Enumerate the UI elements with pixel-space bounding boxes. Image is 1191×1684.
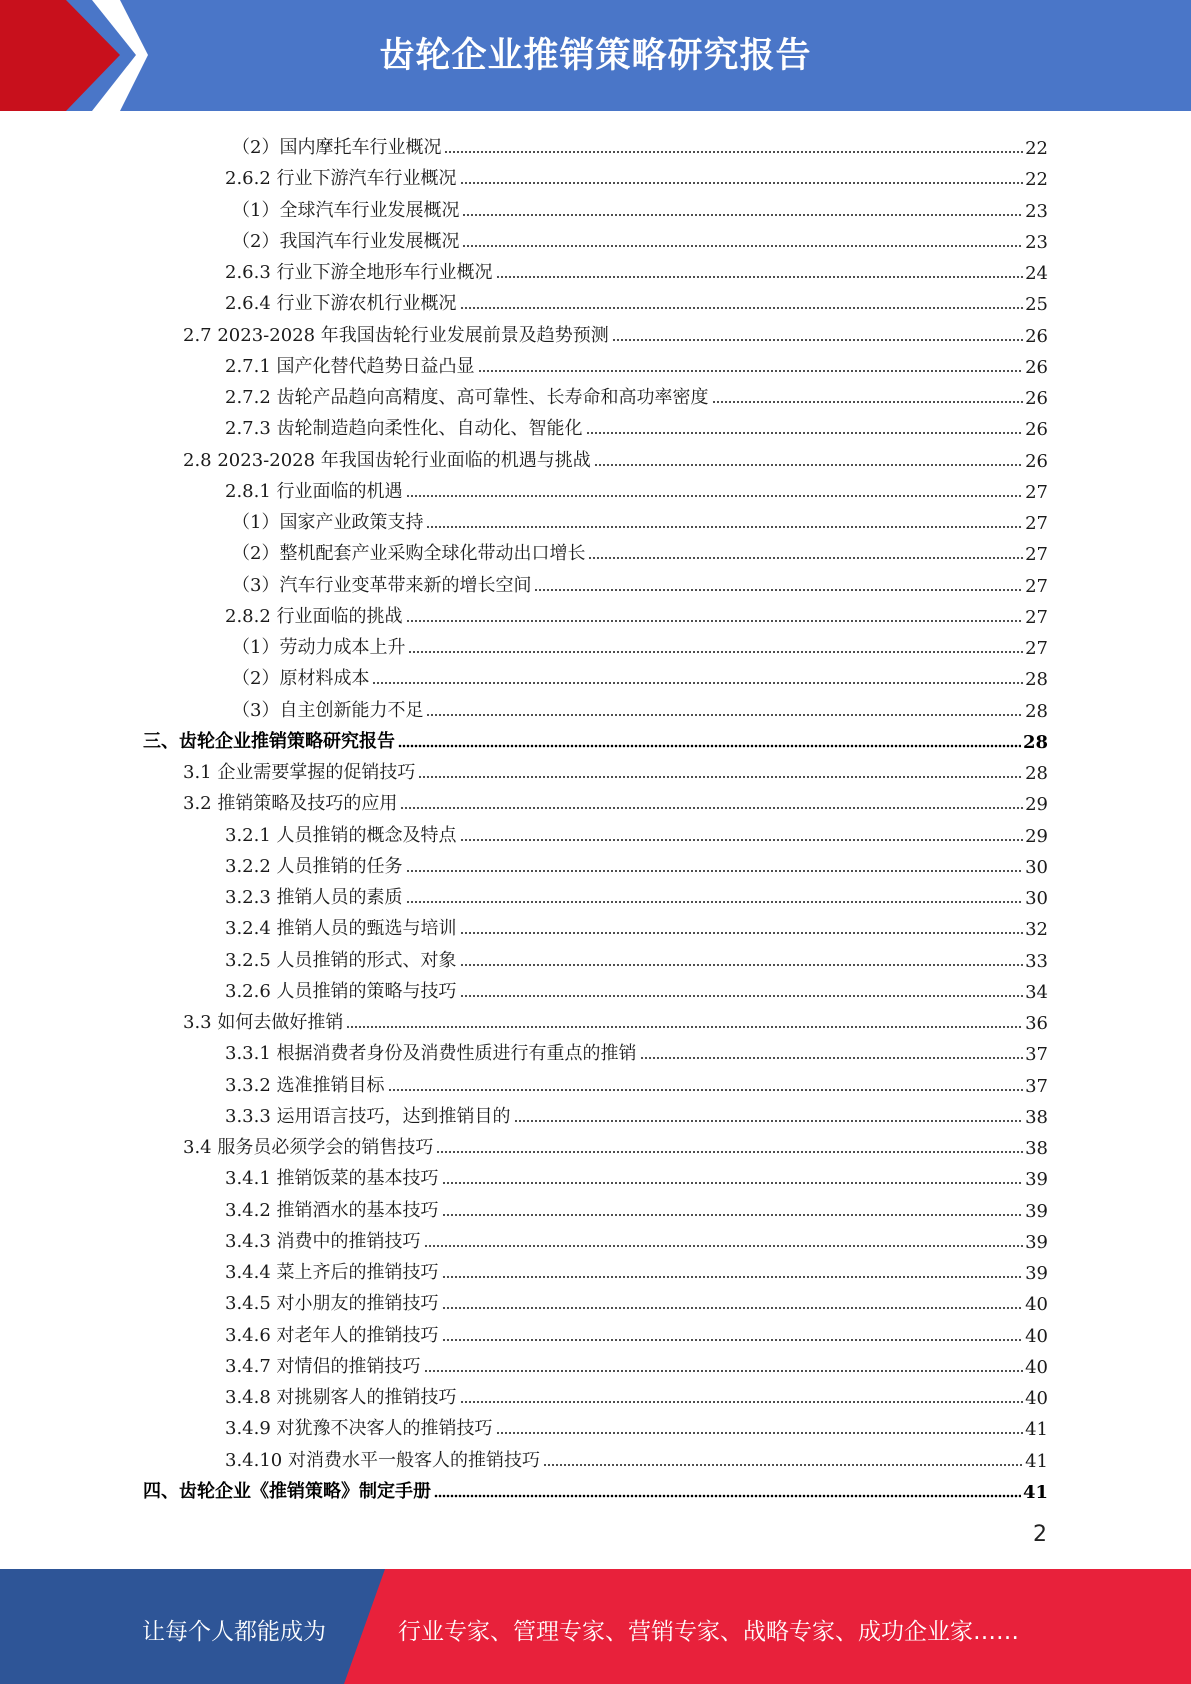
toc-entry-label: 2.7.2 齿轮产品趋向高精度、高可靠性、长寿命和高功率密度: [225, 387, 709, 408]
toc-entry[interactable]: [225, 909, 1048, 940]
toc-entry-label: 3.3.3 运用语言技巧，达到推销目的: [225, 1105, 511, 1127]
toc-entry-label: 3.3.1 根据消费者身份及消费性质进行有重点的推销: [225, 1043, 637, 1065]
toc-dot-leader: [543, 1462, 1023, 1467]
toc-entry-page: 27: [1025, 638, 1048, 659]
toc-entry-page: 37: [1025, 1044, 1048, 1066]
toc-entry-page: 30: [1025, 856, 1048, 878]
toc-entry-label: 3.4.9 对犹豫不决客人的推销技巧: [225, 1418, 493, 1440]
toc-entry[interactable]: [225, 1097, 1048, 1128]
toc-dot-leader: [460, 993, 1024, 998]
toc-dot-leader: [424, 1243, 1024, 1248]
toc-dot-leader: [442, 1180, 1024, 1185]
toc-entry[interactable]: [225, 1316, 1048, 1347]
toc-entry-page: 30: [1025, 888, 1048, 909]
toc-entry-label: （2）整机配套产业采购全球化带动出口增长: [232, 543, 586, 565]
toc-dot-leader: [460, 305, 1024, 310]
toc-dot-leader: [444, 149, 1023, 154]
toc-entry-label: 3.4.5 对小朋友的推销技巧: [225, 1293, 439, 1315]
header-title: 齿轮企业推销策略研究报告: [379, 36, 812, 76]
toc-dot-leader: [496, 274, 1024, 279]
toc-entry-page: 26: [1025, 419, 1048, 441]
toc-dot-leader: [372, 680, 1023, 685]
toc-entry[interactable]: [232, 691, 1048, 722]
toc-entry-label: 2.8.2 行业面临的挑战: [225, 605, 403, 627]
toc-entry-page: 41: [1022, 1481, 1048, 1503]
toc-entry-page: 40: [1025, 1388, 1048, 1409]
toc-entry[interactable]: [225, 878, 1048, 909]
toc-entry-page: 24: [1025, 263, 1048, 284]
footer-slogan-right: 行业专家、管理专家、营销专家、战略专家、成功企业家……: [398, 1619, 1019, 1645]
toc-dot-leader: [406, 618, 1024, 623]
toc-entry[interactable]: [143, 1472, 1048, 1503]
toc-entry[interactable]: [225, 972, 1048, 1003]
toc-entry[interactable]: [225, 597, 1048, 628]
toc-dot-leader: [426, 712, 1023, 717]
toc-entry[interactable]: [232, 628, 1048, 659]
toc-entry-page: 26: [1025, 325, 1048, 347]
toc-entry[interactable]: [232, 128, 1048, 159]
toc-dot-leader: [400, 805, 1023, 810]
toc-dot-leader: [346, 1024, 1023, 1029]
toc-entry-page: 28: [1025, 669, 1048, 691]
toc-dot-leader: [462, 212, 1023, 217]
toc-entry-label: 3.4.8 对挑剔客人的推销技巧: [225, 1387, 457, 1408]
toc-entry-label: 3.4.4 菜上齐后的推销技巧: [225, 1262, 439, 1283]
toc-entry-label: 3.3.2 选准推销目标: [225, 1074, 385, 1096]
toc-entry-page: 41: [1025, 1450, 1048, 1472]
toc-dot-leader: [442, 1212, 1024, 1217]
toc-entry[interactable]: [225, 378, 1048, 409]
toc-dot-leader: [426, 524, 1023, 529]
toc-dot-leader: [478, 368, 1024, 373]
toc-entry-page: 22: [1025, 169, 1048, 191]
toc-entry-label: 2.7.1 国产化替代趋势日益凸显: [225, 355, 475, 377]
toc-entry-page: 26: [1025, 356, 1048, 378]
toc-entry-page: 27: [1025, 606, 1048, 628]
toc-dot-leader: [388, 1087, 1024, 1092]
toc-entry-page: 32: [1025, 919, 1048, 941]
toc-dot-leader: [424, 1368, 1024, 1373]
toc-entry-label: （2）国内摩托车行业概况: [232, 137, 442, 158]
toc-entry-page: 29: [1025, 794, 1048, 816]
toc-entry[interactable]: [225, 1222, 1048, 1253]
toc-dot-leader: [460, 962, 1024, 967]
toc-dot-leader: [460, 837, 1024, 842]
toc-entry-page: 40: [1025, 1356, 1048, 1378]
toc-entry-page: 26: [1025, 450, 1048, 472]
toc-entry-page: 23: [1025, 231, 1048, 253]
toc-dot-leader: [588, 555, 1023, 560]
toc-entry[interactable]: [232, 659, 1048, 690]
toc-entry-label: 3.4.1 推销饭菜的基本技巧: [225, 1168, 439, 1190]
toc-entry[interactable]: [225, 472, 1048, 503]
toc-entry-label: 3.3 如何去做好推销: [183, 1012, 344, 1033]
toc-dot-leader: [462, 243, 1023, 248]
toc-entry[interactable]: [232, 503, 1048, 534]
toc-entry-page: 27: [1025, 575, 1048, 597]
toc-entry[interactable]: [225, 1409, 1048, 1440]
toc-entry-page: 40: [1025, 1325, 1048, 1347]
toc-entry-label: 3.4.6 对老年人的推销技巧: [225, 1324, 439, 1346]
toc-dot-leader: [406, 899, 1024, 904]
toc-entry-label: 3.4.3 消费中的推销技巧: [225, 1230, 421, 1252]
toc-entry-label: 3.2.5 人员推销的形式、对象: [225, 949, 457, 971]
toc-entry[interactable]: [232, 222, 1048, 253]
toc-entry-page: 40: [1025, 1294, 1048, 1316]
toc-entry-label: 2.7 2023-2028 年我国齿轮行业发展前景及趋势预测: [183, 324, 609, 346]
toc-entry-page: 41: [1025, 1419, 1048, 1441]
toc-dot-leader: [514, 1118, 1024, 1123]
toc-entry-label: 2.8.1 行业面临的机遇: [225, 480, 403, 502]
toc-dot-leader: [640, 1055, 1024, 1060]
toc-entry-label: 三、齿轮企业推销策略研究报告: [143, 730, 395, 752]
toc-entry-label: （3）汽车行业变革带来新的增长空间: [232, 574, 532, 596]
toc-entry[interactable]: [225, 159, 1048, 190]
toc-entry-label: 3.2 推销策略及技巧的应用: [183, 793, 398, 815]
toc-entry-page: 28: [1025, 700, 1048, 722]
toc-entry-page: 22: [1025, 138, 1048, 159]
toc-entry-page: 27: [1025, 544, 1048, 566]
toc-entry[interactable]: [183, 753, 1048, 784]
toc-entry-label: 3.4.7 对情侣的推销技巧: [225, 1355, 421, 1377]
toc-entry-page: 38: [1025, 1138, 1048, 1159]
toc-entry[interactable]: [143, 722, 1048, 753]
toc-entry[interactable]: [183, 1003, 1048, 1034]
toc-entry-label: 2.6.2 行业下游汽车行业概况: [225, 168, 457, 190]
toc-dot-leader: [442, 1337, 1024, 1342]
toc-entry-label: 3.2.1 人员推销的概念及特点: [225, 824, 457, 846]
toc-dot-leader: [434, 1493, 1021, 1498]
toc-dot-leader: [406, 868, 1024, 873]
toc-entry[interactable]: [232, 534, 1048, 565]
page-header: [0, 0, 1191, 111]
toc-entry-page: 27: [1025, 513, 1048, 534]
toc-entry-page: 39: [1025, 1169, 1048, 1191]
toc-entry[interactable]: [183, 784, 1048, 815]
toc-entry[interactable]: [225, 1347, 1048, 1378]
toc-entry[interactable]: [183, 316, 1048, 347]
toc-dot-leader: [586, 430, 1024, 435]
toc-entry-page: 36: [1025, 1013, 1048, 1034]
toc-entry-page: 39: [1025, 1200, 1048, 1222]
toc-entry-label: 3.2.4 推销人员的甄选与培训: [225, 918, 457, 940]
toc-dot-leader: [442, 1305, 1024, 1310]
toc-entry-page: 27: [1025, 481, 1048, 503]
toc-entry-page: 37: [1025, 1075, 1048, 1097]
footer-slogan-left: 让每个人都能成为: [142, 1619, 326, 1645]
toc-entry[interactable]: [225, 1066, 1048, 1097]
toc-dot-leader: [418, 774, 1023, 779]
toc-dot-leader: [496, 1430, 1024, 1435]
toc-entry[interactable]: [232, 191, 1048, 222]
toc-dot-leader: [460, 180, 1024, 185]
toc-entry-label: 2.7.3 齿轮制造趋向柔性化、自动化、智能化: [225, 418, 583, 440]
toc-entry-page: 25: [1025, 294, 1048, 316]
toc-entry-page: 23: [1025, 200, 1048, 222]
toc-entry-label: （3）自主创新能力不足: [232, 699, 424, 721]
toc-entry-page: 39: [1025, 1263, 1048, 1284]
toc-entry-page: 38: [1025, 1106, 1048, 1128]
toc-entry[interactable]: [225, 1378, 1048, 1409]
toc-entry-label: 3.1 企业需要掌握的促销技巧: [183, 762, 416, 783]
toc-entry-label: （1）国家产业政策支持: [232, 512, 424, 533]
toc-entry-page: 29: [1025, 825, 1048, 847]
toc-entry-label: （2）我国汽车行业发展概况: [232, 230, 460, 252]
toc-entry-page: 34: [1025, 981, 1048, 1003]
toc-dot-leader: [712, 399, 1024, 404]
toc-entry[interactable]: [183, 441, 1048, 472]
toc-entry[interactable]: [225, 941, 1048, 972]
toc-entry-label: 四、齿轮企业《推销策略》制定手册: [143, 1480, 431, 1502]
toc-dot-leader: [612, 337, 1023, 342]
page-footer: [0, 1569, 1191, 1684]
toc-entry-label: 2.8 2023-2028 年我国齿轮行业面临的机遇与挑战: [183, 449, 591, 471]
toc-entry[interactable]: [225, 1191, 1048, 1222]
toc-entry[interactable]: [225, 816, 1048, 847]
toc-entry[interactable]: [225, 1034, 1048, 1065]
toc-entry[interactable]: [225, 409, 1048, 440]
toc-entry[interactable]: [225, 284, 1048, 315]
page-number: 2: [1033, 1522, 1047, 1547]
toc-entry-label: 2.6.3 行业下游全地形车行业概况: [225, 262, 493, 283]
toc-entry[interactable]: [225, 1284, 1048, 1315]
toc-entry-label: 3.2.6 人员推销的策略与技巧: [225, 980, 457, 1002]
toc-entry-page: 28: [1022, 731, 1048, 753]
toc-entry[interactable]: [225, 1253, 1048, 1284]
toc-entry[interactable]: [225, 347, 1048, 378]
toc-entry[interactable]: [225, 1441, 1048, 1472]
toc-dot-leader: [436, 1149, 1023, 1154]
toc-entry-label: 2.6.4 行业下游农机行业概况: [225, 293, 457, 315]
toc-entry-label: （2）原材料成本: [232, 668, 370, 690]
toc-entry[interactable]: [225, 253, 1048, 284]
toc-entry[interactable]: [232, 566, 1048, 597]
toc-entry-label: 3.2.3 推销人员的素质: [225, 887, 403, 908]
toc-entry[interactable]: [225, 1159, 1048, 1190]
toc-dot-leader: [408, 649, 1023, 654]
toc-entry-label: 3.4 服务员必须学会的销售技巧: [183, 1137, 434, 1158]
toc-entry-label: 3.2.2 人员推销的任务: [225, 855, 403, 877]
toc-entry-page: 33: [1025, 950, 1048, 972]
toc-dot-leader: [398, 743, 1021, 748]
toc-entry[interactable]: [183, 1128, 1048, 1159]
toc-entry-label: （1）全球汽车行业发展概况: [232, 199, 460, 221]
toc-dot-leader: [442, 1274, 1024, 1279]
toc-entry-page: 26: [1025, 388, 1048, 409]
toc-entry-label: （1）劳动力成本上升: [232, 637, 406, 658]
toc-entry[interactable]: [225, 847, 1048, 878]
toc-entry-page: 28: [1025, 763, 1048, 784]
toc-entry-label: 3.4.10 对消费水平一般客人的推销技巧: [225, 1449, 540, 1471]
toc-entry-label: 3.4.2 推销酒水的基本技巧: [225, 1199, 439, 1221]
toc-entry-page: 39: [1025, 1231, 1048, 1253]
toc-dot-leader: [460, 1399, 1024, 1404]
toc-dot-leader: [594, 462, 1023, 467]
toc-dot-leader: [460, 930, 1024, 935]
toc-dot-leader: [534, 587, 1023, 592]
toc-dot-leader: [406, 493, 1024, 498]
